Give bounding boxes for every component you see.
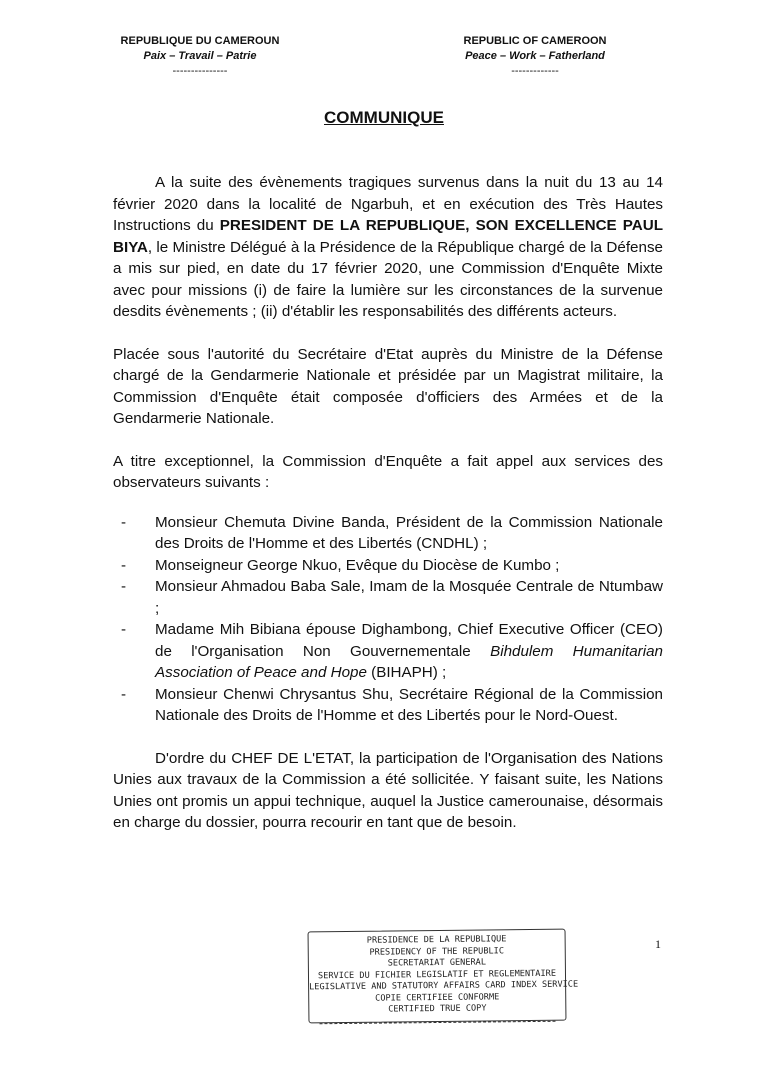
list-item-text: Madame Mih Bibiana épouse Dighambong, Chief Executive Officer (CEO) de l'Organisation Non Gouvernementale [155,621,663,660]
header-separator-right: ------------- [511,65,559,77]
list-item-italic: Bihdulem Humanitarian Association of Peace and Hope [155,642,663,681]
country-name-fr: REPUBLIQUE DU CAMEROUN [120,35,280,47]
stamp-line: COPIE CERTIFIEE CONFORME [375,991,500,1004]
list-item [113,684,663,727]
certified-copy-stamp [308,929,579,1024]
list-dash: - [121,556,127,574]
paragraph-1 [113,172,663,323]
list-item-text: (BIHAPH) ; [366,664,447,681]
stamp-line: SERVICE DU FICHIER LEGISLATIF ET REGLEMENTAIRE [317,968,557,981]
paragraph-1-bold: PRESIDENT DE LA REPUBLIQUE, SON EXCELLENCE PAUL BIYA [113,217,663,256]
list-item [113,576,663,619]
list-item-text: Monsieur Chemuta Divine Banda, Président de la Commission Nationale des Droits de l'Homme et des Libertés (CNDHL) ; [155,513,663,552]
stamp-line: SECRETARIAT GENERAL [387,957,487,969]
country-name-en: REPUBLIC OF CAMEROON [463,35,607,47]
list-item [113,619,663,684]
motto-en: Peace – Work – Fatherland [465,50,605,62]
list-item [113,512,663,555]
header-right [440,34,630,79]
stamp-line: PRESIDENCY OF THE REPUBLIC [369,945,505,958]
list-item-text: Monseigneur George Nkuo, Evêque du Diocèse de Kumbo ; [155,556,560,574]
document-body [113,172,663,855]
page-number: 1 [655,937,661,951]
stamp-line: PRESIDENCE DE LA REPUBLIQUE [366,934,507,946]
paragraph-4: D'ordre du CHEF DE L'ETAT, la participation de l'Organisation des Nations Unies aux travaux de la Commission a été sollicitée. Y faisant suite, les Nations Unies ont promis un appui technique, auquel la Justice camerounaise, désormais en charge du dossier, pourra recourir en tant que de besoin. [113,749,663,831]
paragraph-1-rest: , le Ministre Délégué à la Présidence de la République chargé de la Défense a mis sur pied, en date du 17 février 2020, une Commission d'Enquête Mixte avec pour missions (i) de faire la lumière sur les circonstances de la survenue desdits évènements ; (ii) d'établir les responsabilités des différents acteurs. [113,238,663,320]
list-item [113,555,663,577]
motto-fr: Paix – Travail – Patrie [143,50,257,62]
paragraph-3: A titre exceptionnel, la Commission d'Enquête a fait appel aux services des observateurs suivants : [113,452,663,491]
list-item-text: Monsieur Ahmadou Baba Sale, Imam de la Mosquée Centrale de Ntumbaw ; [155,578,663,617]
header-left [105,34,295,79]
document-title: COMMUNIQUE [324,108,444,127]
paragraph-2: Placée sous l'autorité du Secrétaire d'Etat auprès du Ministre de la Défense chargé de la Gendarmerie Nationale et présidée par un Magistrat militaire, la Commission d'Enquête était composée d'officiers des Armées et de la Gendarmerie Nationale. [113,345,663,427]
list-item-text: Monsieur Chenwi Chrysantus Shu, Secrétaire Régional de la Commission Nationale des Droits de l'Homme et des Libertés pour le Nord-Ouest. [155,685,663,724]
paragraph-1-intro: A la suite des évènements tragiques survenus dans la nuit du 13 au 14 février 2020 dans la localité de Ngarbuh, et en exécution des Très Hautes Instructions du [113,174,663,234]
header-separator-left: --------------- [172,65,228,77]
stamp-line: LEGISLATIVE AND STATUTORY AFFAIRS CARD INDEX SERVICE [309,979,579,993]
list-dash: - [121,578,127,595]
list-dash: - [121,685,127,703]
stamp-divider [320,1020,556,1023]
list-dash: - [121,513,127,531]
observers-list [113,512,663,727]
stamp-line: CERTIFIED TRUE COPY [388,1003,487,1015]
list-dash: - [121,621,127,638]
